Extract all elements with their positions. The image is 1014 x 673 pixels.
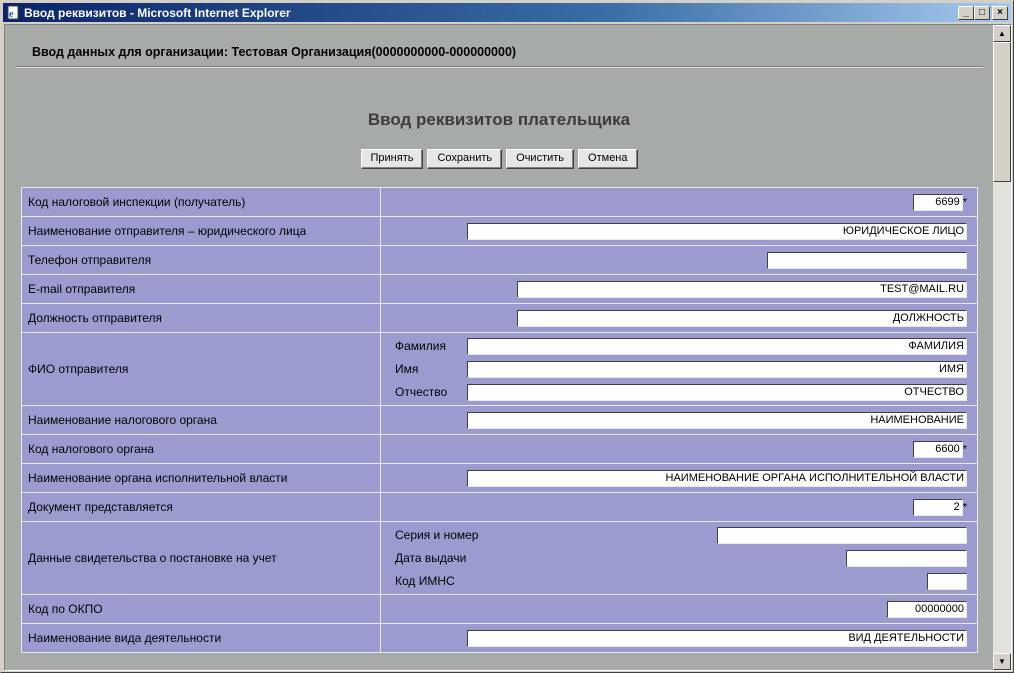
- form-row-document-submitted: [22, 493, 977, 521]
- tax-inspection-code-input[interactable]: 6699: [913, 194, 963, 211]
- executive-authority-label: Наименование органа исполнительной власти: [22, 464, 380, 492]
- save-button[interactable]: Сохранить: [427, 149, 502, 169]
- tax-inspection-code-label: Код налоговой инспекции (получатель): [22, 188, 380, 216]
- header-divider: [15, 66, 983, 68]
- registration-certificate-cell: [381, 522, 977, 594]
- surname-label: Фамилия: [395, 339, 446, 353]
- form-row-executive-authority: [22, 464, 977, 492]
- page-content: [5, 25, 993, 671]
- activity-name-cell: [381, 624, 977, 652]
- name-label: Имя: [395, 362, 419, 376]
- form-row-registration-certificate: [22, 522, 977, 594]
- sender-phone-cell: [381, 246, 977, 274]
- okpo-code-input[interactable]: 00000000: [887, 601, 967, 618]
- action-buttons: [5, 149, 993, 169]
- form-row-sender-position: [22, 304, 977, 332]
- ie-page-icon: [6, 5, 21, 20]
- page-title: Ввод реквизитов плательщика: [367, 110, 631, 129]
- patronymic-label: Отчество: [395, 385, 448, 399]
- form-row-activity-name: [22, 624, 977, 652]
- org-header: Ввод данных для организации: Тестовая Организация(0000000000-000000000): [32, 45, 517, 59]
- activity-name-input[interactable]: ВИД ДЕЯТЕЛЬНОСТИ: [467, 630, 967, 647]
- cancel-button[interactable]: Отмена: [578, 149, 637, 169]
- sender-name-label: Наименование отправителя – юридического лица: [22, 217, 380, 245]
- certificate-subtable: [395, 524, 967, 593]
- imns-code-input[interactable]: [927, 573, 967, 590]
- close-button[interactable]: ×: [992, 6, 1008, 20]
- minimize-button[interactable]: _: [958, 6, 974, 20]
- arrow-up-icon[interactable]: ▲: [993, 25, 1011, 42]
- issue-date-label: Дата выдачи: [395, 551, 467, 565]
- series-input[interactable]: [717, 527, 967, 544]
- executive-authority-input[interactable]: НАИМЕНОВАНИЕ ОРГАНА ИСПОЛНИТЕЛЬНОЙ ВЛАСТИ: [467, 470, 967, 487]
- form-row-tax-authority-code: [22, 435, 977, 463]
- sender-phone-label: Телефон отправителя: [22, 246, 380, 274]
- form-row-tax-inspection-code: [22, 188, 977, 216]
- svg-text:e: e: [9, 9, 14, 20]
- title-bar: [3, 3, 1011, 22]
- document-submitted-label: Документ представляется: [22, 493, 380, 521]
- executive-authority-cell: [381, 464, 977, 492]
- accept-button[interactable]: Принять: [361, 149, 424, 169]
- okpo-code-cell: [381, 595, 977, 623]
- requisites-form: [21, 187, 978, 653]
- clear-button[interactable]: Очистить: [506, 149, 574, 169]
- arrow-down-icon[interactable]: ▼: [993, 653, 1011, 670]
- sender-position-input[interactable]: ДОЛЖНОСТЬ: [517, 310, 967, 327]
- document-submitted-cell: [381, 493, 977, 521]
- window-title: Ввод реквизитов - Microsoft Internet Explorer: [24, 6, 291, 20]
- tax-authority-code-input[interactable]: 6600: [913, 441, 963, 458]
- imns-code-label: Код ИМНС: [395, 574, 455, 588]
- form-row-sender-phone: [22, 246, 977, 274]
- issue-date-input[interactable]: [846, 550, 967, 567]
- sender-email-input[interactable]: TEST@MAIL.RU: [517, 281, 967, 298]
- form-row-okpo-code: [22, 595, 977, 623]
- form-row-sender-name: [22, 217, 977, 245]
- sender-email-label: E-mail отправителя: [22, 275, 380, 303]
- name-input[interactable]: ИМЯ: [467, 361, 967, 378]
- form-row-sender-email: [22, 275, 977, 303]
- fio-subtable: [395, 335, 967, 404]
- sender-position-cell: [381, 304, 977, 332]
- sender-phone-input[interactable]: [767, 252, 967, 269]
- sender-position-label: Должность отправителя: [22, 304, 380, 332]
- document-submitted-input[interactable]: 2: [913, 499, 963, 516]
- tax-authority-code-label: Код налогового органа: [22, 435, 380, 463]
- series-label: Серия и номер: [395, 528, 479, 542]
- sender-email-cell: [381, 275, 977, 303]
- vertical-scrollbar[interactable]: [993, 25, 1011, 670]
- registration-certificate-label: Данные свидетельства о постановке на учет: [22, 522, 380, 594]
- maximize-button[interactable]: □: [974, 6, 990, 20]
- tax-inspection-code-cell: [381, 188, 977, 216]
- activity-name-label: Наименование вида деятельности: [22, 624, 380, 652]
- required-marker: *: [962, 443, 967, 455]
- okpo-code-label: Код по ОКПО: [22, 595, 380, 623]
- tax-authority-name-label: Наименование налогового органа: [22, 406, 380, 434]
- sender-name-input[interactable]: ЮРИДИЧЕСКОЕ ЛИЦО: [467, 223, 967, 240]
- scrollbar-thumb[interactable]: [993, 42, 1011, 182]
- form-row-tax-authority-name: [22, 406, 977, 434]
- tax-authority-name-input[interactable]: НАИМЕНОВАНИЕ: [467, 412, 967, 429]
- sender-fio-label: ФИО отправителя: [22, 333, 380, 405]
- tax-authority-name-cell: [381, 406, 977, 434]
- patronymic-input[interactable]: ОТЧЕСТВО: [467, 384, 967, 401]
- tax-authority-code-cell: [381, 435, 977, 463]
- surname-input[interactable]: ФАМИЛИЯ: [467, 338, 967, 355]
- browser-viewport: [4, 24, 1012, 671]
- required-marker: *: [962, 501, 967, 513]
- sender-fio-cell: [381, 333, 977, 405]
- form-row-sender-fio: [22, 333, 977, 405]
- required-marker: *: [962, 196, 967, 208]
- sender-name-cell: [381, 217, 977, 245]
